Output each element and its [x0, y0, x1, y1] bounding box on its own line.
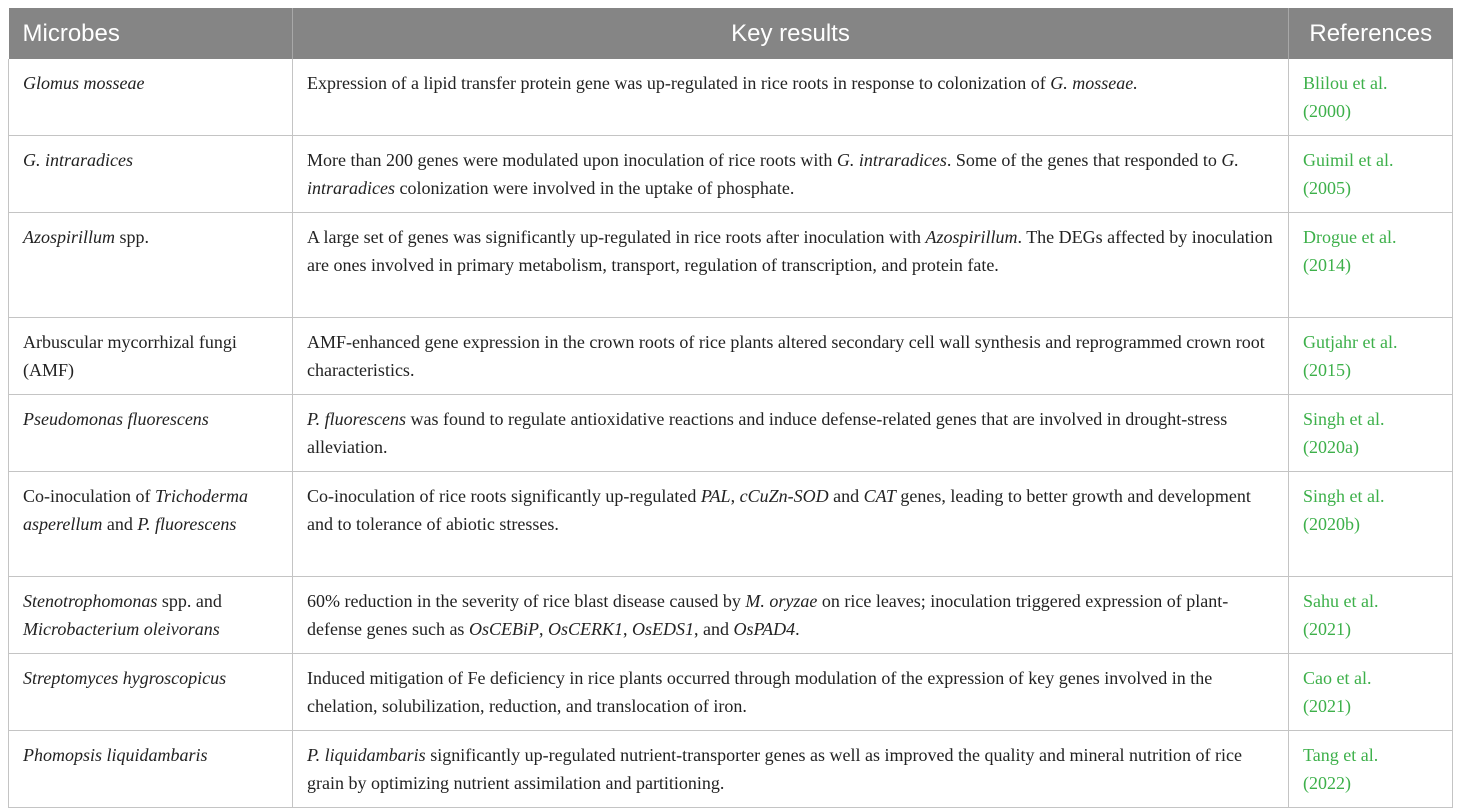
key-result-cell-text: cCuZn-SOD: [739, 486, 829, 506]
reference-year[interactable]: (2015): [1303, 360, 1351, 380]
microbe-cell-text: P. fluorescens: [137, 514, 237, 534]
key-result-cell-text: 60% reduction in the severity of rice blast disease caused by: [307, 591, 746, 611]
table-row: [9, 136, 1453, 213]
microbe-cell: [9, 731, 293, 808]
microbe-cell-text: Pseudomonas fluorescens: [23, 409, 209, 429]
key-result-cell-text: was found to regulate antioxidative reactions and induce defense-related genes that are involved in drought-stress alleviation.: [307, 409, 1228, 457]
key-result-cell-text: Induced mitigation of Fe deficiency in rice plants occurred through modulation of the expression of key genes involved in the chelation, solubilization, reduction, and translocation of iron.: [307, 668, 1213, 716]
reference-author[interactable]: Tang et al.: [1303, 745, 1379, 765]
key-result-cell-text: ,: [622, 619, 632, 639]
microbe-cell: [9, 654, 293, 731]
reference-year[interactable]: (2021): [1303, 696, 1351, 716]
key-result-cell-text: A large set of genes was significantly up-regulated in rice roots after inoculation with: [307, 227, 926, 247]
microbe-cell: [9, 318, 293, 395]
key-result-cell: [293, 577, 1289, 654]
reference-author[interactable]: Singh et al.: [1303, 486, 1385, 506]
reference-year[interactable]: (2022): [1303, 773, 1351, 793]
microbe-cell-text: Phomopsis liquidambaris: [23, 745, 208, 765]
microbe-cell-text: spp. and: [157, 591, 222, 611]
key-result-cell-text: Expression of a lipid transfer protein gene was up-regulated in rice roots in response to colonization of: [307, 73, 1051, 93]
table-row: [9, 472, 1453, 577]
reference-link[interactable]: [1289, 395, 1453, 472]
microbe-cell-text: spp.: [115, 227, 150, 247]
key-result-cell-text: , and: [693, 619, 734, 639]
reference-year[interactable]: (2021): [1303, 619, 1351, 639]
microbe-cell: [9, 395, 293, 472]
reference-link[interactable]: [1289, 136, 1453, 213]
microbe-cell-text: Microbacterium oleivorans: [23, 619, 220, 639]
results-table: [8, 8, 1453, 808]
reference-year[interactable]: (2020a): [1303, 437, 1359, 457]
microbe-cell-text: Arbuscular mycorrhizal fungi (AMF): [23, 332, 237, 380]
key-result-cell-text: genes, leading to better growth and development and to tolerance of abiotic stresses.: [307, 486, 1251, 534]
reference-link[interactable]: [1289, 577, 1453, 654]
microbe-cell-text: Co-inoculation of: [23, 486, 155, 506]
key-result-cell-text: G. intraradices: [307, 150, 1239, 198]
reference-link[interactable]: [1289, 654, 1453, 731]
key-result-cell-text: More than 200 genes were modulated upon inoculation of rice roots with: [307, 150, 837, 170]
key-result-cell-text: ,: [730, 486, 740, 506]
header-key-results: Key results: [293, 8, 1289, 59]
key-result-cell-text: ,: [538, 619, 548, 639]
microbe-cell: [9, 136, 293, 213]
microbe-cell-text: Trichoderma asperellum: [23, 486, 248, 534]
table-header: [9, 8, 1453, 59]
key-result-cell-text: and: [828, 486, 864, 506]
reference-year[interactable]: (2020b): [1303, 514, 1360, 534]
microbe-cell: [9, 577, 293, 654]
reference-year[interactable]: (2014): [1303, 255, 1351, 275]
key-result-cell-text: . The DEGs affected by inoculation are ones involved in primary metabolism, transport, regulation of transcription, and protein fate.: [307, 227, 1273, 275]
table-row: [9, 577, 1453, 654]
key-result-cell-text: OsPAD4: [733, 619, 796, 639]
reference-author[interactable]: Gutjahr et al.: [1303, 332, 1398, 352]
microbe-cell-text: G. intraradices: [23, 150, 133, 170]
reference-link[interactable]: [1289, 731, 1453, 808]
microbe-cell-text: Streptomyces hygroscopicus: [23, 668, 227, 688]
reference-author[interactable]: Sahu et al.: [1303, 591, 1379, 611]
reference-author[interactable]: Guimil et al.: [1303, 150, 1394, 170]
microbe-cell: [9, 213, 293, 318]
key-result-cell-text: OsCEBiP: [468, 619, 539, 639]
key-result-cell: [293, 213, 1289, 318]
key-result-cell-text: PAL: [700, 486, 731, 506]
key-result-cell-text: Azospirillum: [925, 227, 1018, 247]
reference-year[interactable]: (2000): [1303, 101, 1351, 121]
key-result-cell: [293, 472, 1289, 577]
key-result-cell-text: colonization were involved in the uptake of phosphate.: [395, 178, 795, 198]
microbe-cell: [9, 472, 293, 577]
header-references: References: [1289, 8, 1453, 59]
key-result-cell: [293, 395, 1289, 472]
table-row: [9, 654, 1453, 731]
reference-link[interactable]: [1289, 59, 1453, 136]
reference-link[interactable]: [1289, 472, 1453, 577]
header-microbes: Microbes: [9, 8, 293, 59]
key-result-cell-text: P. fluorescens: [307, 409, 406, 429]
reference-author[interactable]: Drogue et al.: [1303, 227, 1397, 247]
key-result-cell: [293, 654, 1289, 731]
key-result-cell-text: .: [795, 619, 800, 639]
key-result-cell-text: significantly up-regulated nutrient-transporter genes as well as improved the quality and mineral nutrition of rice grain by optimizing nutrient assimilation and partitioning.: [307, 745, 1242, 793]
table-body: [9, 59, 1453, 808]
key-result-cell-text: CAT: [863, 486, 896, 506]
table-row: [9, 731, 1453, 808]
key-result-cell: [293, 731, 1289, 808]
key-result-cell: [293, 59, 1289, 136]
key-result-cell: [293, 318, 1289, 395]
key-result-cell-text: P. liquidambaris: [307, 745, 426, 765]
microbe-cell-text: Stenotrophomonas: [23, 591, 158, 611]
key-result-cell-text: . Some of the genes that responded to: [946, 150, 1222, 170]
key-result-cell-text: G. intraradices: [836, 150, 947, 170]
key-result-cell-text: G. mosseae.: [1050, 73, 1138, 93]
reference-author[interactable]: Singh et al.: [1303, 409, 1385, 429]
microbe-cell-text: Azospirillum: [23, 227, 116, 247]
reference-link[interactable]: [1289, 213, 1453, 318]
key-result-cell-text: M. oryzae: [745, 591, 818, 611]
microbe-cell-text: and: [102, 514, 138, 534]
key-result-cell-text: AMF-enhanced gene expression in the crown roots of rice plants altered secondary cell wall synthesis and reprogrammed crown root characteristics.: [307, 332, 1265, 380]
table-row: [9, 318, 1453, 395]
key-result-cell-text: OsCERK1: [547, 619, 623, 639]
key-result-cell-text: on rice leaves; inoculation triggered expression of plant-defense genes such as: [307, 591, 1229, 639]
reference-author[interactable]: Cao et al.: [1303, 668, 1372, 688]
reference-author[interactable]: Blilou et al.: [1303, 73, 1388, 93]
table-row: [9, 395, 1453, 472]
reference-year[interactable]: (2005): [1303, 178, 1351, 198]
key-result-cell-text: Co-inoculation of rice roots significantly up-regulated: [307, 486, 701, 506]
table-row: [9, 59, 1453, 136]
table-row: [9, 213, 1453, 318]
key-result-cell: [293, 136, 1289, 213]
reference-link[interactable]: [1289, 318, 1453, 395]
microbe-cell: [9, 59, 293, 136]
microbe-cell-text: Glomus mosseae: [23, 73, 145, 93]
key-result-cell-text: OsEDS1: [631, 619, 694, 639]
